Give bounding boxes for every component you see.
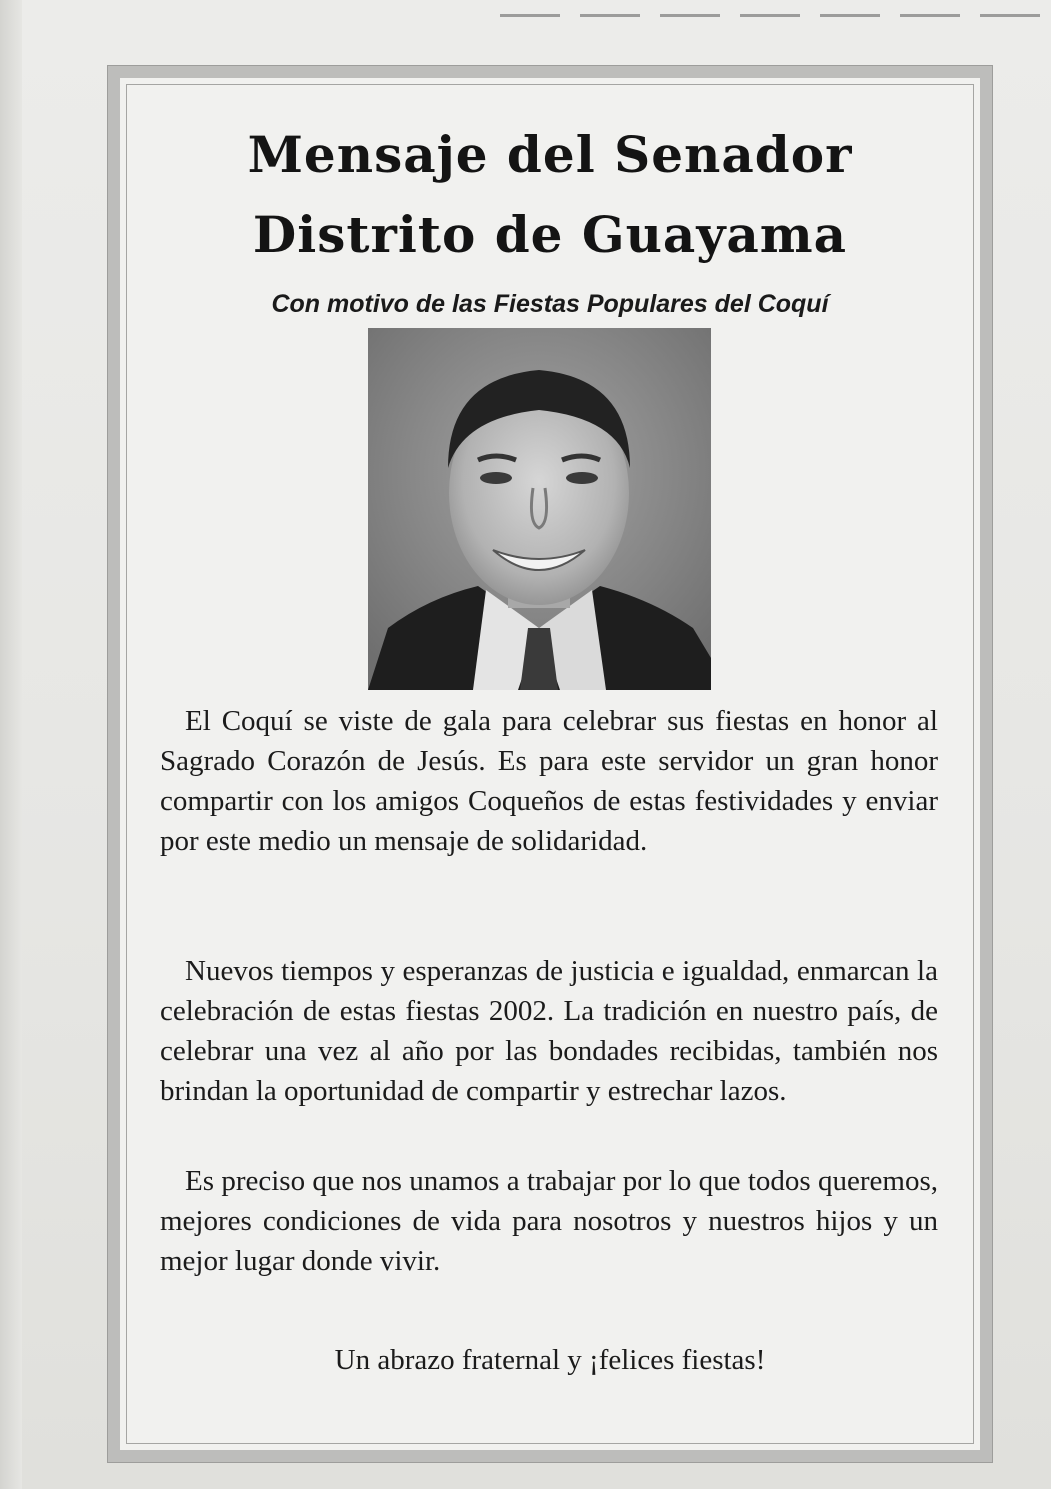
subtitle: Con motivo de las Fiestas Populares del Coquí — [271, 290, 829, 318]
closing-line: Un abrazo fraternal y ¡felices fiestas! — [334, 1344, 766, 1376]
message-paragraph-2: Nuevos tiempos y esperanzas de justicia e igualdad, enmarcan la celebración de estas fiestas 2002. La tradición en nuestro país, de celebrar una vez al año por las bondades recibidas, también nos brindan la oportunidad de compartir y estrechar lazos. — [160, 955, 938, 1107]
title-line-1: Mensaje del Senador — [247, 125, 853, 184]
message-paragraph-1: El Coquí se viste de gala para celebrar sus fiestas en honor al Sagrado Corazón de Jesús. Es para este servidor un gran honor compartir con los amigos Coqueños de estas festividades y enviar por este medio un mensaje de solidaridad. — [160, 705, 938, 857]
title-line-2: Distrito de Guayama — [252, 205, 848, 264]
portrait-photo — [368, 328, 711, 690]
message-frame — [108, 66, 992, 1462]
portrait-icon — [368, 328, 711, 690]
message-paragraph-3: Es preciso que nos unamos a trabajar por lo que todos queremos, mejores condiciones de vida para nosotros y nuestros hijos y un mejor lugar donde vivir. — [160, 1165, 938, 1277]
page-edge-shadow — [0, 0, 22, 1489]
top-dashed-rule — [500, 14, 1051, 17]
